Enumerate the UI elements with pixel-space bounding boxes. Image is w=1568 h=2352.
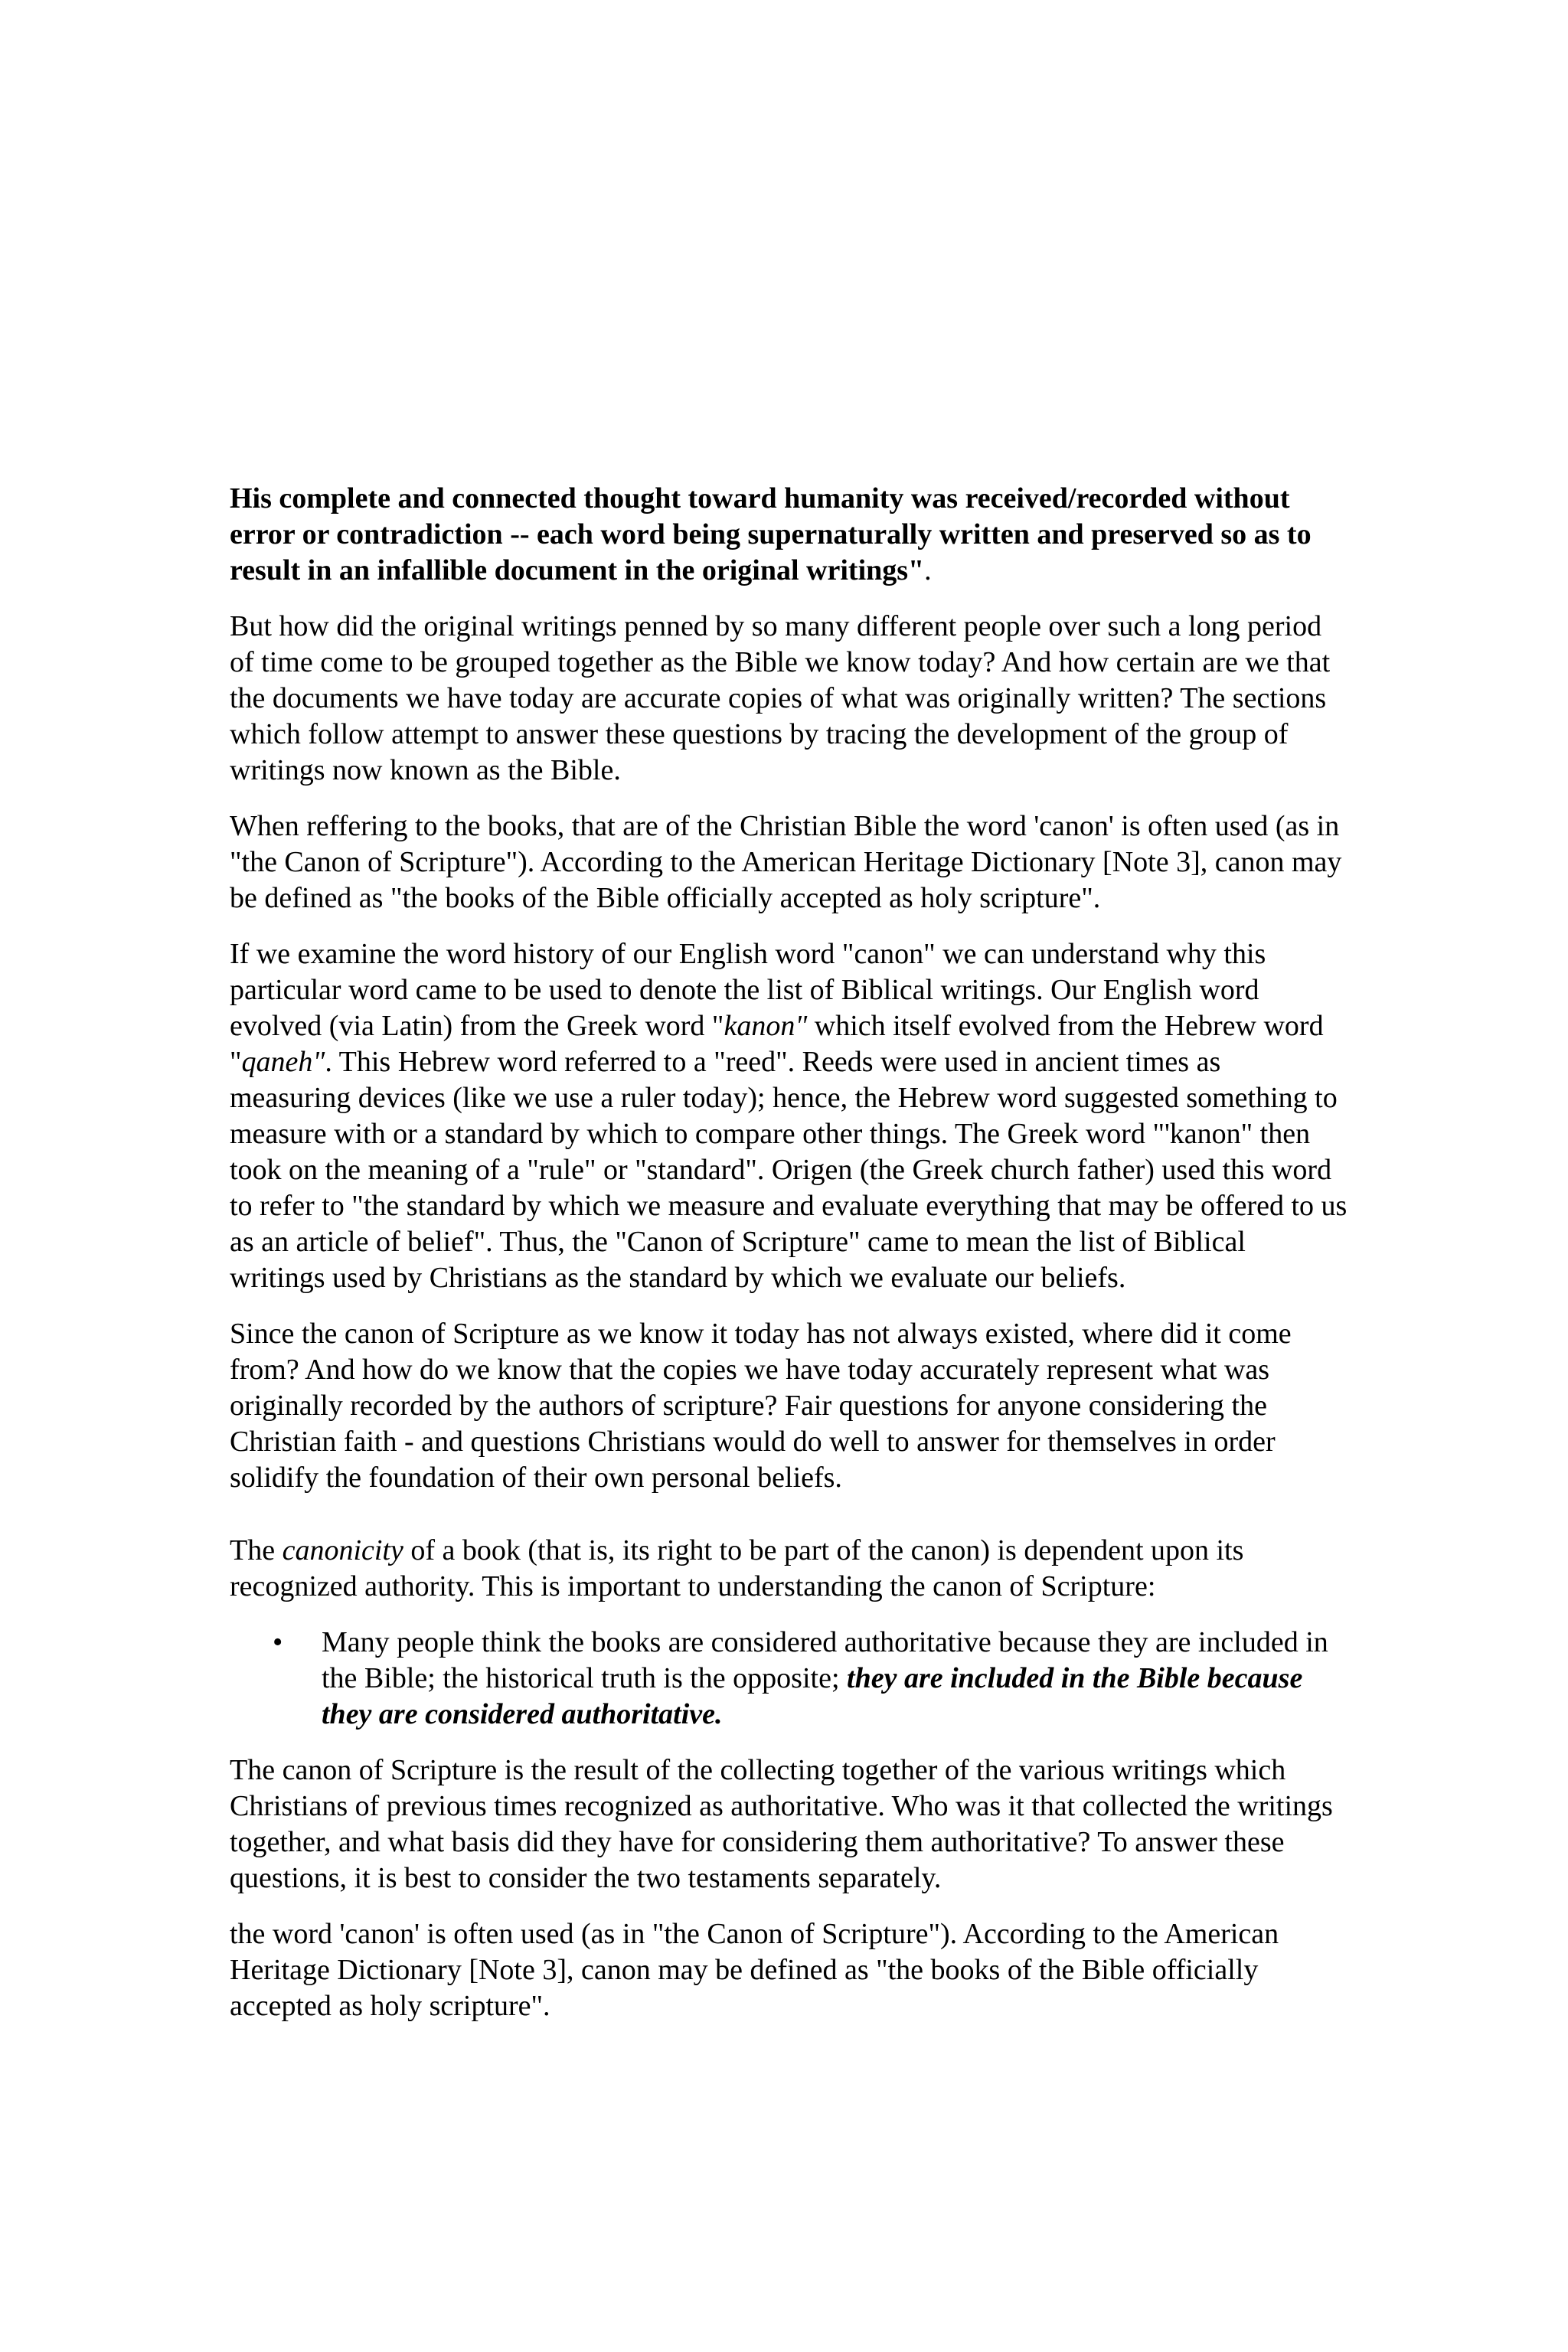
bullet-icon: • <box>273 1626 283 1658</box>
paragraph-word-history <box>230 936 1348 1296</box>
paragraph-original-writings: But how did the original writings penned by so many different people over such a long period of time come to be grouped together as the Bible we know today? And how certain are we that the documents we have today are accurate copies of what was originally written? The sections which follow attempt to answer these questions by tracing the development of the group of writings now known as the Bible. <box>230 610 1331 786</box>
word-kanon: kanon" <box>724 1010 808 1042</box>
document-page <box>230 481 1348 2044</box>
word-history-text-2: which itself evolved from the Hebrew word " <box>230 1010 1324 1078</box>
word-history-text-3: . This Hebrew word referred to a "reed". Reeds were used in ancient times as measuring devices (like we use a ruler today); hence, the Hebrew word suggested something to measure with or a standard by which to compare other things. The Greek word "'kanon" then took on the meaning of a "rule" or "standard". Origen (the Greek church father) used this word to refer to "the standard by which we measure and evaluate everything that may be offered to us as an article of belief". Thus, the "Canon of Scripture" came to mean the list of Biblical writings used by Christians as the standard by which we evaluate our beliefs. <box>230 1046 1348 1294</box>
canonicity-text-2: of a book (that is, its right to be part of the canon) is dependent upon its recognized authority. This is important to understanding the canon of Scripture: <box>230 1534 1244 1602</box>
opening-quote-tail: . <box>924 554 932 586</box>
bullet-list <box>230 1625 1348 1733</box>
paragraph-repeat-definition: the word 'canon' is often used (as in "the Canon of Scripture"). According to the American Heritage Dictionary [Note 3], canon may be defined as "the books of the Bible officially accepted as holy scripture". <box>230 1918 1279 2022</box>
paragraph-canonicity <box>230 1533 1348 1605</box>
bullet-text: Many people think the books are considered authoritative because they are included in the Bible; the historical truth is the opposite; <box>322 1626 1328 1694</box>
paragraph-opening-quote <box>230 481 1348 589</box>
paragraph-collection: The canon of Scripture is the result of the collecting together of the various writings which Christians of previous times recognized as authoritative. Who was it that collected the writings together, and what basis did they have for considering them authoritative? To answer these questions, it is best to consider the two testaments separately. <box>230 1754 1333 1894</box>
paragraph-canon-origin: Since the canon of Scripture as we know it today has not always existed, where did it come from? And how do we know that the copies we have today accurately represent what was originally recorded by the authors of scripture? Fair questions for anyone considering the Christian faith - and questions Christians would do well to answer for themselves in order solidify the foundation of their own personal beliefs. <box>230 1318 1292 1494</box>
bullet-emphasis: they are included in the Bible because they are considered authoritative. <box>322 1662 1303 1730</box>
opening-quote-bold: His complete and connected thought toward humanity was received/recorded without error or contradiction -- each word being supernaturally written and preserved so as to result in an infallible document in the original writings" <box>230 482 1312 586</box>
word-qaneh: qaneh" <box>241 1046 325 1078</box>
list-item <box>273 1625 1348 1733</box>
word-canonicity: canonicity <box>282 1534 403 1566</box>
canonicity-text-1: The <box>230 1534 283 1566</box>
paragraph-canon-definition: When reffering to the books, that are of the Christian Bible the word 'canon' is often used (as in "the Canon of Scripture"). According to the American Heritage Dictionary [Note 3], canon may be defined as "the books of the Bible officially accepted as holy scripture". <box>230 810 1342 914</box>
word-history-text-1: If we examine the word history of our English word "canon" we can understand why this particular word came to be used to denote the list of Biblical writings. Our English word evolved (via Latin) from the Greek word " <box>230 938 1266 1042</box>
